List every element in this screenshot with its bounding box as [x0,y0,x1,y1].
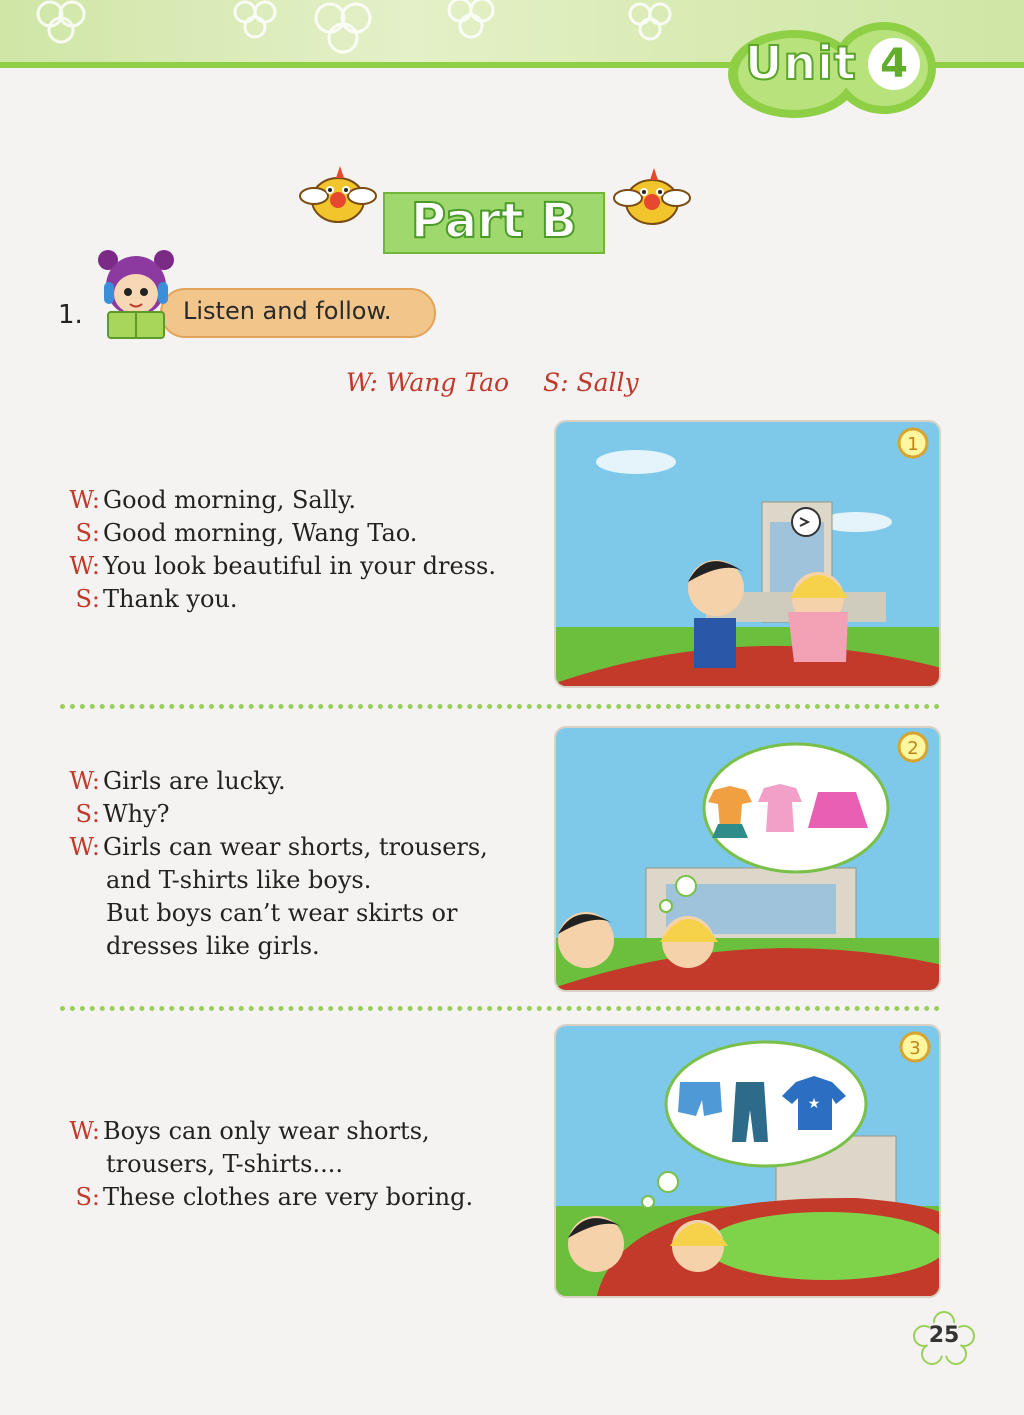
dotted-divider [60,704,940,709]
bird-right-icon [612,164,694,234]
exercise-number: 1. [58,300,83,330]
part-title: Part B [410,193,578,249]
svg-text:1: 1 [907,434,919,455]
dialogue-line: W: Girls can wear shorts, trousers, [69,833,488,861]
dialogue-line: and T-shirts like boys. [106,866,372,894]
mascot-reading-icon [94,246,178,344]
dialogue-line: S: Why? [75,800,170,828]
dialogue-1 [62,484,496,616]
svg-text:★: ★ [807,1096,821,1112]
unit-number: 4 [868,38,920,90]
unit-label: Unit [745,36,857,90]
role-legend [346,368,665,397]
dialogue-line: W: Girls are lucky. [69,767,286,795]
dialogue-2 [62,765,488,963]
dialogue-line: dresses like girls. [106,932,320,960]
dialogue-line: But boys can’t wear skirts or [106,899,458,927]
dialogue-line: trousers, T-shirts.... [106,1150,344,1178]
dialogue-line: S: Thank you. [75,585,238,613]
dialogue-line: W: Boys can only wear shorts, [69,1117,430,1145]
role-w: W: Wang Tao [346,368,510,397]
dialogue-line: W: You look beautiful in your dress. [69,552,496,580]
page-number: 25 [928,1323,960,1348]
panel-number-badge-3 [898,1030,932,1064]
dialogue-line: S: Good morning, Wang Tao. [75,519,418,547]
illustration-panel-3 [554,1024,941,1298]
illustration-panel-2 [554,726,941,992]
dialogue-line: W: Good morning, Sally. [69,486,357,514]
illustration-panel-1 [554,420,941,688]
instruction-text: Listen and follow. [183,297,392,325]
dialogue-line: S: These clothes are very boring. [75,1183,474,1211]
panel-number-badge-2 [896,730,930,764]
dialogue-3 [62,1115,473,1214]
svg-text:3: 3 [909,1038,921,1059]
panel-number-badge-1 [896,426,930,460]
role-s: S: Sally [543,368,639,397]
bird-left-icon [296,160,378,230]
svg-text:2: 2 [907,738,919,759]
dotted-divider [60,1006,940,1011]
